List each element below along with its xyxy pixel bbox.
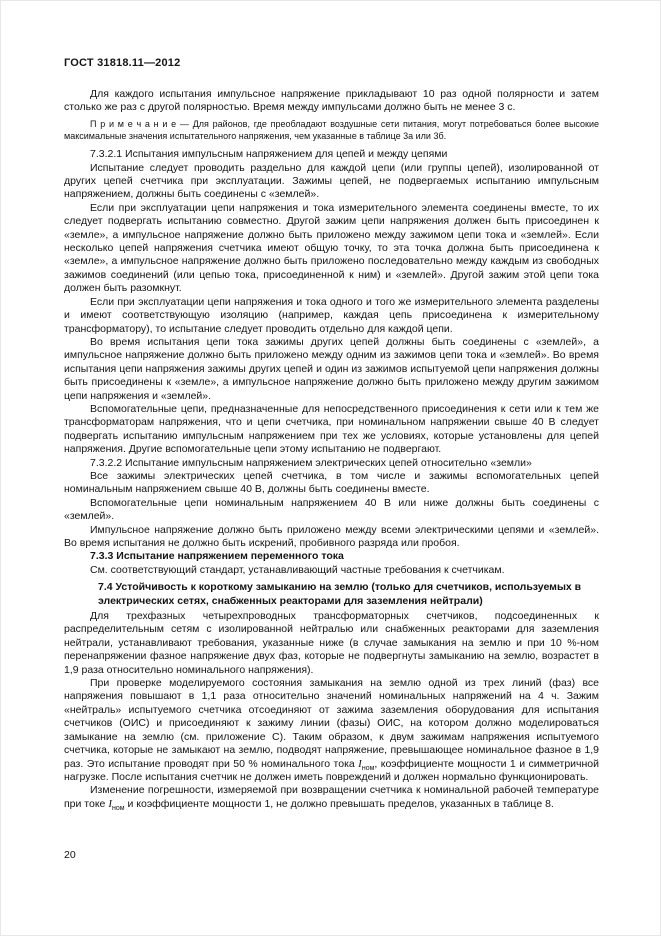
- paragraph-current-circuit-test: Во время испытания цепи тока зажимы других цепей должны быть соединены с «землей», а импульсное напряжение должно быть приложено между одним из зажимов цепи тока и «землей». Во время испытания цепи напряжения зажимы других цепей и один из зажимов испытуемой цепи напряжения должны быть присоединены к «земле», а импульсное напряжение должно быть приложено между другим зажимом цепи напряжения и «землей».: [64, 335, 599, 402]
- paragraph-see-standard: См. соответствующий стандарт, устанавливающий частные требования к счетчикам.: [90, 563, 505, 576]
- document-number: ГОСТ 31818.11—2012: [64, 57, 181, 69]
- paragraph-all-terminals: Все зажимы электрических цепей счетчика, в том числе и зажимы вспомогательных цепей номинальным напряжением свыше 40 В, должны быть соединены вместе.: [64, 469, 599, 496]
- earth-fault-text-after: , коэффициенте мощности 1 и симметричной нагрузке. После испытания счетчик не должен иметь повреждений и должен нормально функционировать.: [64, 757, 599, 783]
- current-subscript: ном: [361, 764, 375, 772]
- current-symbol: I: [358, 757, 362, 770]
- heading-7-4: 7.4 Устойчивость к короткому замыканию на землю (только для счетчиков, используемых в электрических сетях, снабженных реакторами для заземления нейтрали): [98, 581, 582, 607]
- nominal-current-formula-2: [108, 798, 124, 810]
- paragraph-joint-circuits: Если при эксплуатации цепи напряжения и тока измерительного элемента соединены вместе, то их следует подвергать испытанию совместно. Другой зажим цепи напряжения должен быть присоединен к «земле», а импульсное напряжение должно быть приложено между зажимом цепи тока и «землей». Если несколько цепей напряжения счетчика имеют общую точку, то эта точка должна быть присоединена к «земле», а импульсное напряжение должно быть приложено последовательно между каждым из свободных зажимов соединений (или цепью тока, присоединенной к ним) и «землей». Другой зажим этой цепи тока должен быть разомкнут.: [64, 201, 599, 295]
- paragraph-separate-circuit-test: Испытание следует проводить раздельно для каждой цепи (или группы цепей), изолированной от других цепей счетчика при эксплуатации. Зажимы цепей, не подвергаемых испытанию импульсным напряжением, должны быть соединены с «землей».: [64, 161, 599, 201]
- current-symbol-2: I: [108, 797, 112, 810]
- page-number: 20: [64, 849, 76, 861]
- paragraph-three-phase-meters: Для трехфазных четырехпроводных трансформаторных счетчиков, подсоединенных к распределительным сетям с изолированной нейтралью или снабженных реакторами для заземления нейтрали, устанавливают требования, указанные ниже (в случае замыкания на землю и при 10 %-ном перенапряжении фазное напряжение двух фаз, которые не подвергнуты замыканию на землю, возрастет в 1,9 раза относительно номинального напряжения).: [64, 610, 599, 676]
- current-subscript-2: ном: [111, 804, 125, 812]
- note-overhead-lines: П р и м е ч а н и е — Для районов, где преобладают воздушные сети питания, могут потребоваться более высокие максимальные значения испытательного напряжения, чем указанные в таблице 3а или 3б.: [64, 118, 599, 141]
- paragraph-auxiliary-40v: Вспомогательные цепи номинальным напряжением 40 В или ниже должны быть соединены с «землей».: [64, 496, 599, 523]
- error-change-text-after: и коэффициенте мощности 1, не должно превышать пределов, указанных в таблице 8.: [124, 797, 554, 810]
- document-body: [64, 88, 599, 811]
- heading-7-3-3: 7.3.3 Испытание напряжением переменного тока: [90, 550, 344, 563]
- nominal-current-formula: [358, 758, 374, 770]
- earth-fault-text-before: При проверке моделируемого состояния замыкания на землю одной из трех линий (фаз) все напряжения повышают в 1,1 раза относительно значений номинальных напряжений на 4 ч. Зажим «нейтраль» испытуемого счетчика отсоединяют от зажима заземления оборудования для испытания счетчиков (ОИС) и присоединяют к зажиму линии (фазы) ОИС, на котором должно моделироваться замыкание на землю (см. приложение С). Таким образом, к двум зажимам напряжения испытуемого счетчика, которые не замыкают на землю, подводят напряжение, превышающее номинальное фазное в 1,9 раз. Это испытание проводят при 50 % номинального тока: [64, 677, 599, 770]
- paragraph-separated-circuits: Если при эксплуатации цепи напряжения и тока одного и того же измерительного элемента разделены и имеют соответствующую изоляцию (например, каждая цепь присоединена к измерительному трансформатору), то испытание следует проводить отдельно для каждой цепи.: [64, 295, 599, 335]
- paragraph-earth-fault-test: [64, 677, 599, 784]
- paragraph-auxiliary-circuits: Вспомогательные цепи, предназначенные для непосредственного присоединения к сети или к тем же трансформаторам напряжения, что и цепи счетчика, при номинальном напряжении свыше 40 В следует подвергать испытанию импульсным напряжением при тех же условиях, которые установлены для цепей напряжения. Другие вспомогательные цепи этому испытанию не подвергают.: [64, 402, 599, 456]
- paragraph-impulse-application: Для каждого испытания импульсное напряжение прикладывают 10 раз одной полярности и затем столько же раз с другой полярностью. Время между импульсами должно быть не менее 3 с.: [64, 88, 599, 114]
- heading-7-3-2-1: 7.3.2.1 Испытания импульсным напряжением для цепей и между цепями: [90, 148, 448, 161]
- paragraph-impulse-between-circuits: Импульсное напряжение должно быть приложено между всеми электрическими цепями и «землей». Во время испытания не должно быть искрений, пробивного разряда или пробоя.: [64, 523, 599, 549]
- error-change-text-before: Изменение погрешности, измеряемой при возвращении счетчика к номинальной рабочей температуре при токе: [64, 784, 599, 810]
- paragraph-error-change: [64, 784, 599, 811]
- heading-7-3-2-2: 7.3.2.2 Испытание импульсным напряжением электрических цепей относительно «земли»: [90, 456, 532, 469]
